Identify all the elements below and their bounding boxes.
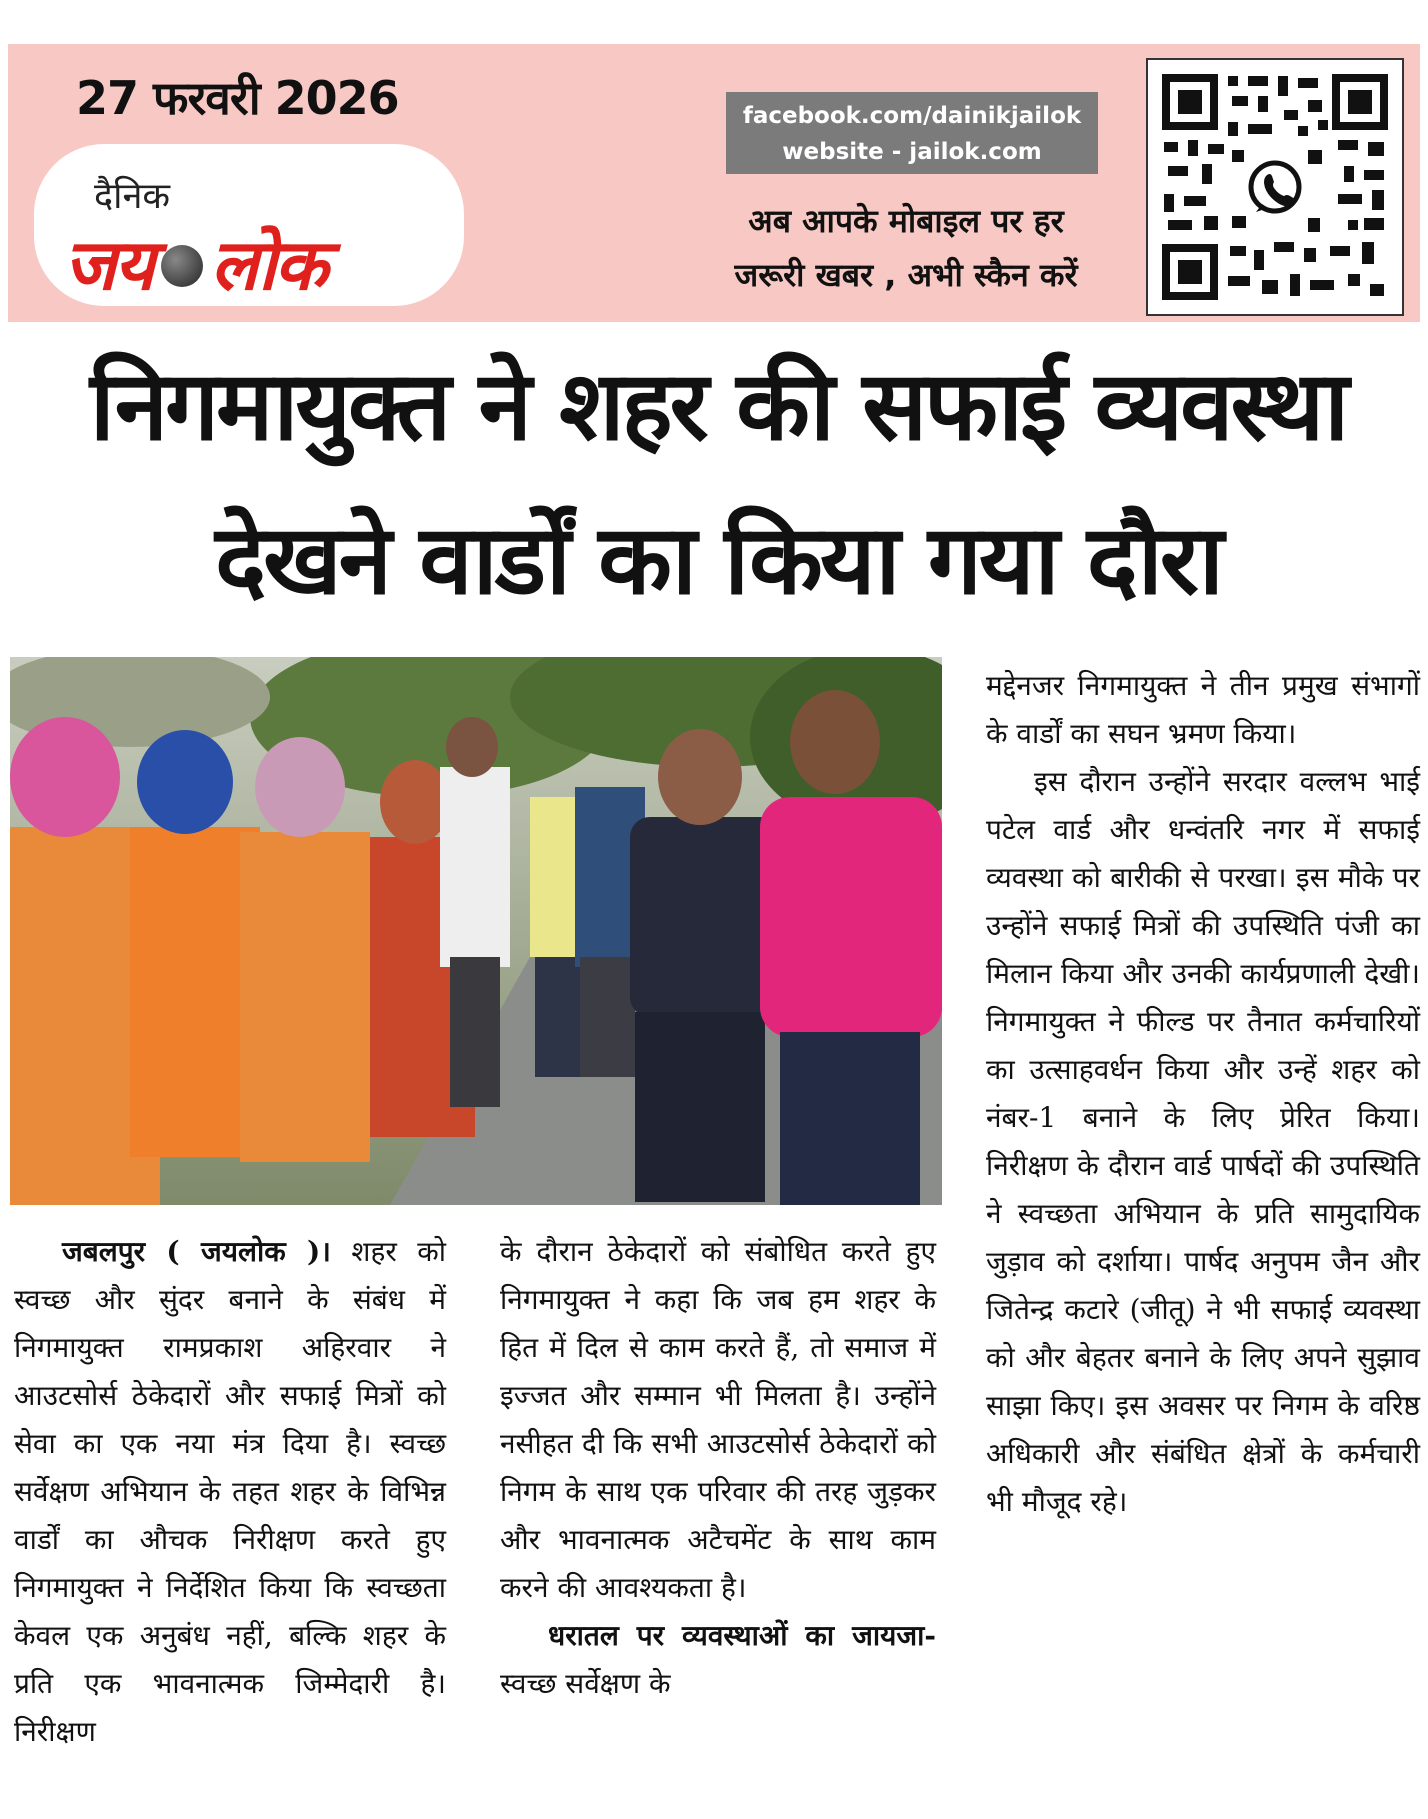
dateline: जबलपुर ( जयलोक )। [62, 1235, 331, 1268]
headline-line-2: देखने वार्डों का किया गया दौरा [215, 504, 1221, 616]
qr-code-icon [1158, 70, 1392, 304]
article-paragraph-2: के दौरान ठेकेदारों को संबोधित करते हुए निगमायुक्त ने कहा कि जब हम शहर के हित में दिल से काम करते हैं, तो समाज में इज्जत और सम्मान भी मिलता है। उन्होंने नसीहत दी कि सभी आउटसोर्स ठेकेदारों को निगम के साथ एक परिवार की तरह जुड़कर और भावनात्मक अटैचमेंट के साथ काम करने की आवश्यकता है। [500, 1235, 936, 1604]
article-column-1 [14, 1228, 446, 1756]
headline-line-1: निगमायुक्त ने शहर की सफाई व्यवस्था [89, 350, 1347, 462]
newspaper-logo [34, 144, 464, 306]
article-column-2 [500, 1228, 936, 1708]
whatsapp-qr-code[interactable] [1146, 58, 1404, 316]
issue-date: 27 फरवरी 2026 [76, 71, 399, 125]
news-photo [10, 657, 942, 1205]
logo-word-jai: जय [64, 224, 153, 306]
subheading: धरातल पर व्यवस्थाओं का जायजा- [548, 1619, 936, 1652]
masthead [8, 44, 1420, 322]
article-column-3 [986, 662, 1420, 1526]
article-paragraph-4: मद्देनजर निगमायुक्त ने तीन प्रमुख संभागों के वार्डों का सघन भ्रमण किया। [986, 669, 1420, 750]
website-link[interactable]: website - jailok.com [782, 139, 1042, 165]
logo-word-lok: लोक [210, 224, 326, 306]
social-links-box [726, 92, 1098, 174]
facebook-link[interactable]: facebook.com/dainikjailok [742, 103, 1082, 129]
article-paragraph-3: स्वच्छ सर्वेक्षण के [500, 1667, 671, 1700]
tagline-line-1: अब आपके मोबाइल पर हर [748, 202, 1064, 240]
article-paragraph-5: इस दौरान उन्होंने सरदार वल्लभ भाई पटेल वार्ड और धन्वंतरि नगर में सफाई व्यवस्था को बारीकी से परखा। इस मौके पर उन्होंने सफाई मित्रों की उपस्थिति पंजी का मिलान किया और उनकी कार्यप्रणाली देखी। निगमायुक्त ने फील्ड पर तैनात कर्मचारियों का उत्साहवर्धन किया और उन्हें शहर को नंबर-1 बनाने के लिए प्रेरित किया। निरीक्षण के दौरान वार्ड पार्षदों की उपस्थिति ने स्वच्छता अभियान के प्रति सामुदायिक जुड़ाव को दर्शाया। पार्षद अनुपम जैन और जितेन्द्र कटारे (जीतू) ने भी सफाई व्यवस्था को और बेहतर बनाने के लिए अपने सुझाव साझा किए। इस अवसर पर निगम के वरिष्ठ अधिकारी और संबंधित क्षेत्रों के कर्मचारी भी मौजूद रहे। [986, 765, 1420, 1518]
logo-wordmark [64, 214, 326, 310]
scan-tagline [696, 194, 1116, 302]
tagline-line-2: जरूरी खबर , अभी स्कैन करें [734, 256, 1078, 294]
logo-daily-label: दैनिक [94, 176, 171, 217]
globe-icon [161, 245, 203, 287]
article-paragraph-1: शहर को स्वच्छ और सुंदर बनाने के संबंध में निगमायुक्त रामप्रकाश अहिरवार ने आउटसोर्स ठेकेदारों और सफाई मित्रों को सेवा का एक नया मंत्र दिया है। स्वच्छ सर्वेक्षण अभियान के तहत शहर के विभिन्न वार्डों का औचक निरीक्षण करते हुए निगमायुक्त ने निर्देशित किया कि स्वच्छता केवल एक अनुबंध नहीं, बल्कि शहर के प्रति एक भावनात्मक जिम्मेदारी है। निरीक्षण [14, 1235, 446, 1748]
